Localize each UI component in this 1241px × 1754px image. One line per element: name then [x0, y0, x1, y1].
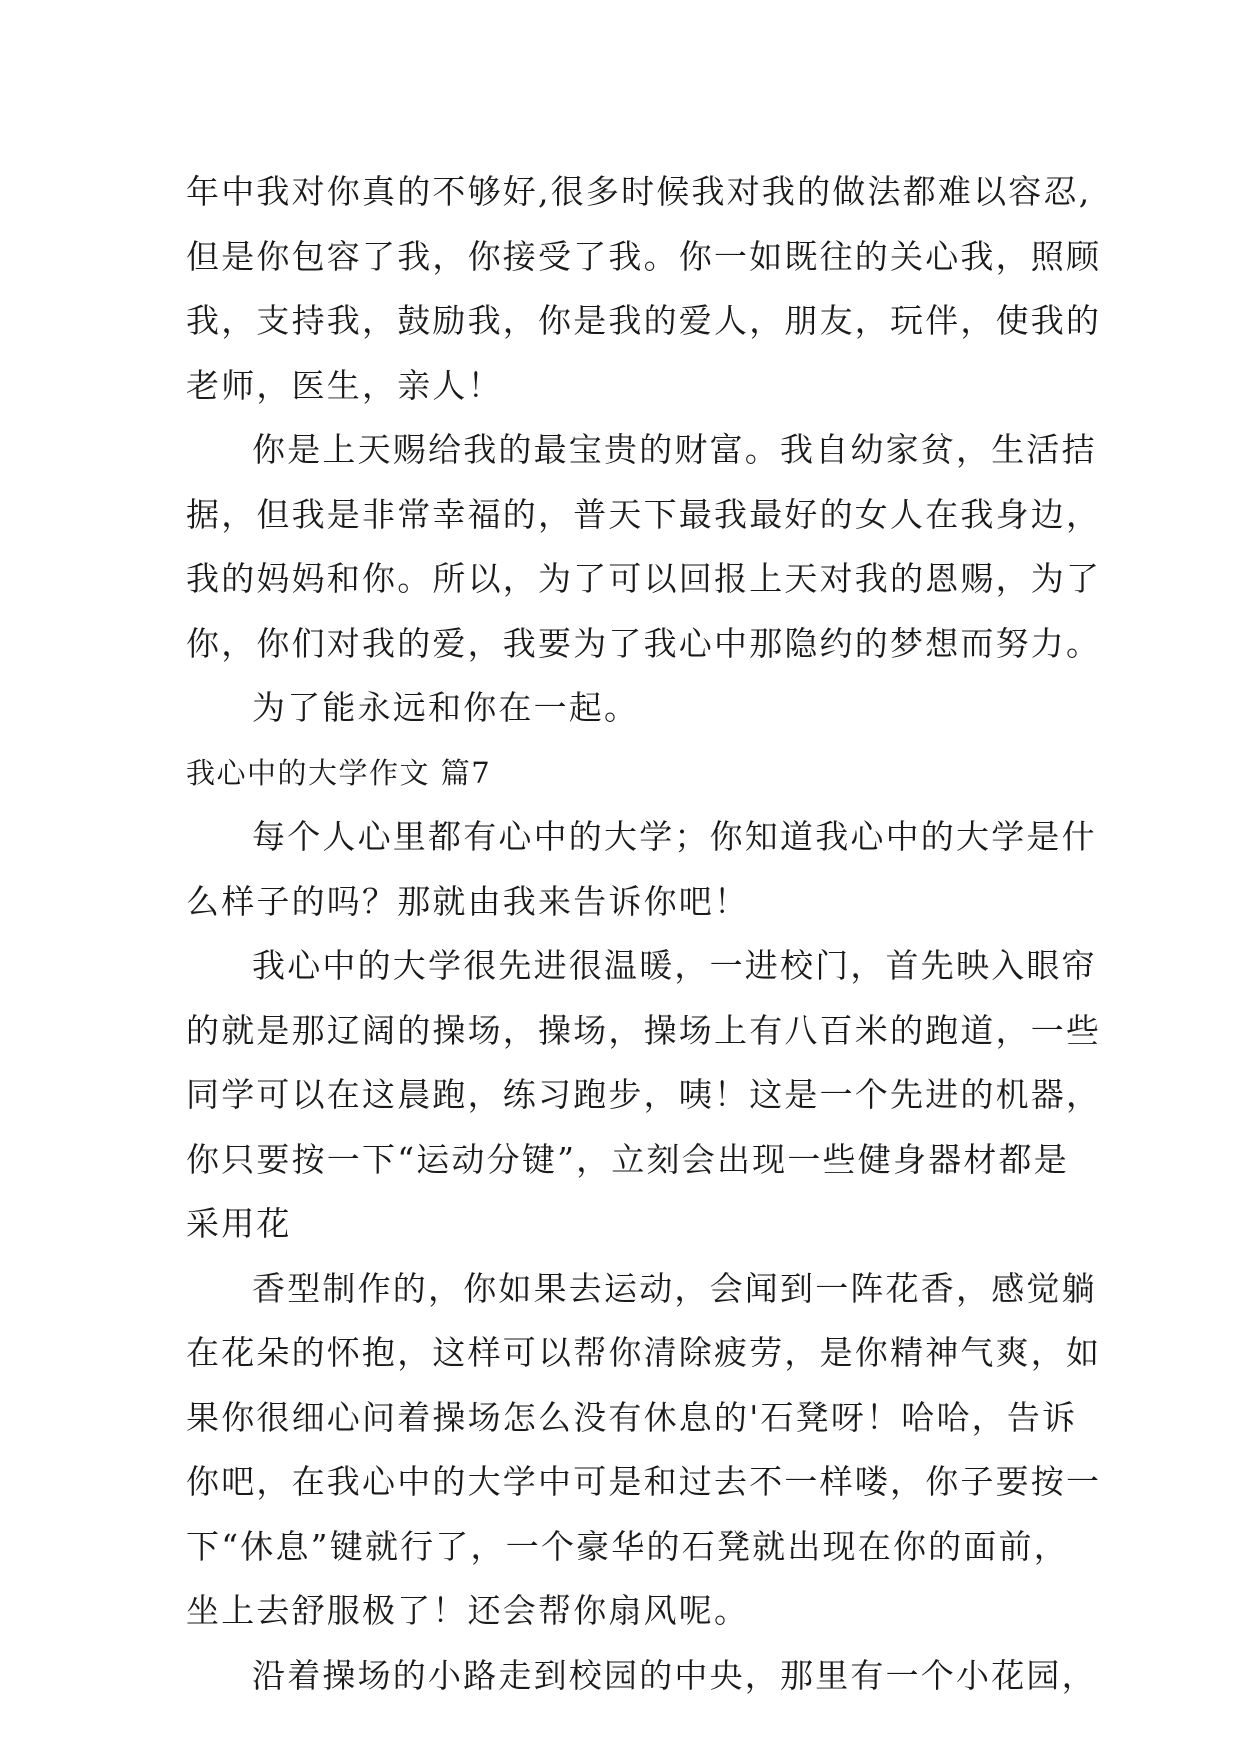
- text-line: 在花朵的怀抱，这样可以帮你清除疲劳，是你精神气爽，如: [186, 1333, 1102, 1372]
- text-line: 我，支持我，鼓励我，你是我的爱人，朋友，玩伴，使我的: [186, 301, 1102, 340]
- section-heading: 我心中的大学作文 篇7: [186, 755, 492, 790]
- text-line: 但是你包容了我，你接受了我。你一如既往的关心我，照顾: [186, 236, 1102, 276]
- text-line: 你只要按一下“运动分键”，立刻会出现一些健身器材都是: [186, 1139, 1069, 1179]
- text-line: 采用花: [186, 1204, 292, 1243]
- text-line: 老师，医生，亲人！: [186, 365, 503, 405]
- paragraph-start-line: 我心中的大学很先进很温暖，一进校门，首先映入眼帘: [252, 946, 1097, 985]
- text-line: 年中我对你真的不够好,很多时候我对我的做法都难以容忍,: [186, 172, 1092, 211]
- text-line: 果你很细心问着操场怎么没有休息的'石凳呀！哈哈，告诉: [186, 1397, 1078, 1437]
- text-line: 么样子的吗？那就由我来告诉你吧！: [186, 881, 750, 921]
- paragraph-start-line: 香型制作的，你如果去运动，会闻到一阵花香，感觉躺: [252, 1268, 1097, 1308]
- text-line: 你吧，在我心中的大学中可是和过去不一样喽，你子要按一: [186, 1462, 1102, 1501]
- paragraph-start-line: 你是上天赐给我的最宝贵的财富。我自幼家贫，生活拮: [252, 430, 1097, 469]
- text-line: 我的妈妈和你。所以，为了可以回报上天对我的恩赐，为了: [186, 559, 1102, 598]
- text-line: 下“休息”键就行了，一个豪华的石凳就出现在你的面前，: [186, 1526, 1069, 1566]
- text-line: 坐上去舒服极了！还会帮你扇风呢。: [186, 1591, 750, 1630]
- text-line: 的就是那辽阔的操场，操场，操场上有八百米的跑道，一些: [186, 1010, 1102, 1050]
- document-body: [186, 160, 1102, 1708]
- text-line: 同学可以在这晨跑，练习跑步，咦！这是一个先进的机器，: [186, 1075, 1102, 1114]
- paragraph-start-line: 沿着操场的小路走到校园的中央，那里有一个小花园，: [252, 1655, 1097, 1695]
- text-line: 据，但我是非常幸福的，普天下最我最好的女人在我身边，: [186, 494, 1102, 534]
- text-line: 你，你们对我的爱，我要为了我心中那隐约的梦想而努力。: [186, 623, 1102, 663]
- paragraph-start-line: 为了能永远和你在一起。: [252, 688, 640, 727]
- paragraph-start-line: 每个人心里都有心中的大学；你知道我心中的大学是什: [252, 817, 1097, 856]
